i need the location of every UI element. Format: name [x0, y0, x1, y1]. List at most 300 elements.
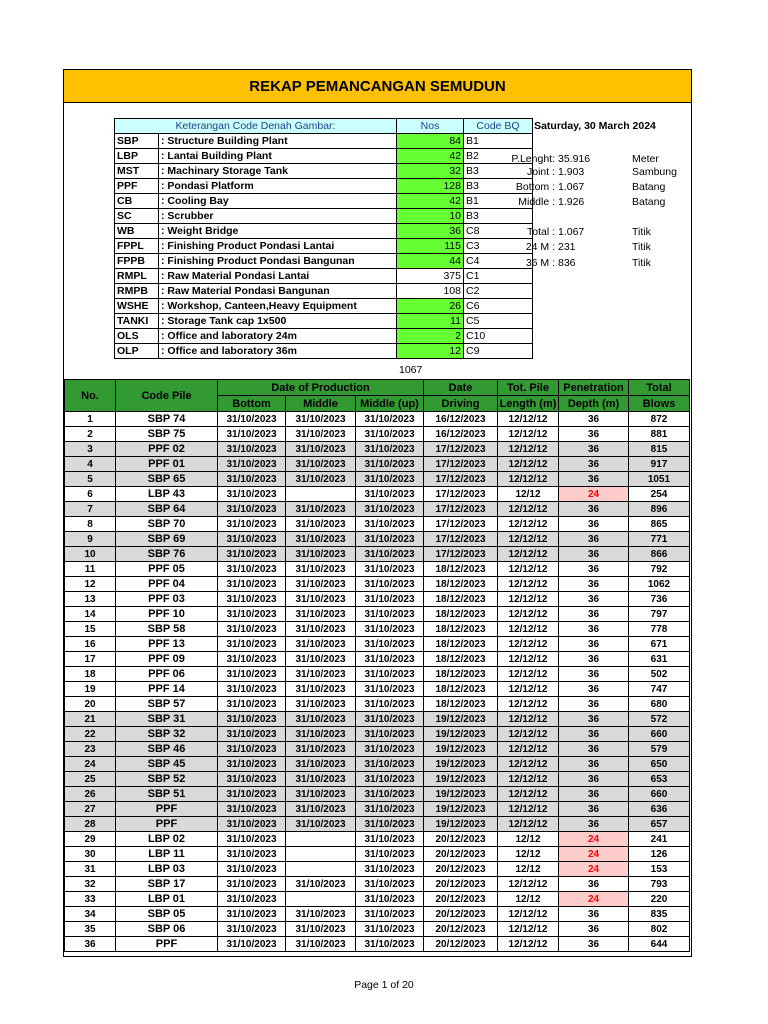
legend-code: LBP — [115, 149, 159, 164]
row-middle: 31/10/2023 — [286, 502, 356, 517]
row-depth: 36 — [559, 697, 629, 712]
legend-desc: : Lantai Building Plant — [159, 149, 397, 164]
row-bottom: 31/10/2023 — [218, 577, 286, 592]
row-code-pile: PPF 04 — [116, 577, 218, 592]
row-code-pile: SBP 05 — [116, 907, 218, 922]
row-no: 13 — [65, 592, 116, 607]
legend-nos: 12 — [397, 344, 464, 359]
table-row — [65, 697, 690, 712]
row-driving: 19/12/2023 — [424, 727, 498, 742]
row-no: 27 — [65, 802, 116, 817]
row-depth: 24 — [559, 847, 629, 862]
info-unit: Titik — [632, 257, 651, 269]
row-no: 8 — [65, 517, 116, 532]
row-depth: 36 — [559, 457, 629, 472]
row-middle-up: 31/10/2023 — [356, 412, 424, 427]
row-bottom: 31/10/2023 — [218, 847, 286, 862]
row-depth: 36 — [559, 412, 629, 427]
row-bottom: 31/10/2023 — [218, 472, 286, 487]
row-depth: 36 — [559, 577, 629, 592]
row-code-pile: PPF 10 — [116, 607, 218, 622]
info-label: Middle : — [518, 196, 555, 208]
legend-row — [115, 284, 533, 299]
col-middle: Middle — [286, 396, 356, 412]
row-blows: 502 — [629, 667, 690, 682]
row-middle-up: 31/10/2023 — [356, 472, 424, 487]
row-code-pile: SBP 52 — [116, 772, 218, 787]
legend-row — [115, 314, 533, 329]
legend-code: RMPB — [115, 284, 159, 299]
row-depth: 36 — [559, 547, 629, 562]
info-unit: Batang — [632, 196, 666, 208]
row-blows: 631 — [629, 652, 690, 667]
row-driving: 20/12/2023 — [424, 907, 498, 922]
col-depth: Depth (m) — [559, 396, 629, 412]
row-length: 12/12/12 — [498, 817, 559, 832]
table-row — [65, 577, 690, 592]
table-row — [65, 607, 690, 622]
legend-row — [115, 299, 533, 314]
row-middle: 31/10/2023 — [286, 787, 356, 802]
row-bottom: 31/10/2023 — [218, 787, 286, 802]
row-blows: 572 — [629, 712, 690, 727]
row-depth: 36 — [559, 532, 629, 547]
row-driving: 19/12/2023 — [424, 742, 498, 757]
row-blows: 153 — [629, 862, 690, 877]
row-blows: 1062 — [629, 577, 690, 592]
row-blows: 653 — [629, 772, 690, 787]
row-bottom: 31/10/2023 — [218, 442, 286, 457]
row-blows: 671 — [629, 637, 690, 652]
row-blows: 220 — [629, 892, 690, 907]
row-driving: 20/12/2023 — [424, 937, 498, 952]
row-no: 31 — [65, 862, 116, 877]
table-row — [65, 682, 690, 697]
table-row — [65, 727, 690, 742]
info-unit: Titik — [632, 241, 651, 253]
row-length: 12/12/12 — [498, 922, 559, 937]
info-unit: Sambung — [632, 166, 677, 178]
row-middle — [286, 487, 356, 502]
row-blows: 792 — [629, 562, 690, 577]
legend-bq: B1 — [464, 134, 533, 149]
row-code-pile: LBP 43 — [116, 487, 218, 502]
row-depth: 36 — [559, 802, 629, 817]
row-no: 10 — [65, 547, 116, 562]
row-no: 18 — [65, 667, 116, 682]
row-bottom: 31/10/2023 — [218, 817, 286, 832]
row-depth: 36 — [559, 442, 629, 457]
row-driving: 17/12/2023 — [424, 487, 498, 502]
row-driving: 18/12/2023 — [424, 637, 498, 652]
row-blows: 771 — [629, 532, 690, 547]
row-depth: 36 — [559, 592, 629, 607]
legend-bq: C1 — [464, 269, 533, 284]
table-row — [65, 772, 690, 787]
row-length: 12/12/12 — [498, 727, 559, 742]
table-row — [65, 652, 690, 667]
table-row — [65, 877, 690, 892]
row-length: 12/12/12 — [498, 937, 559, 952]
row-length: 12/12/12 — [498, 517, 559, 532]
col-length: Length (m) — [498, 396, 559, 412]
row-bottom: 31/10/2023 — [218, 637, 286, 652]
info-row — [0, 195, 768, 209]
row-code-pile: SBP 32 — [116, 727, 218, 742]
row-depth: 24 — [559, 487, 629, 502]
table-row — [65, 937, 690, 952]
row-bottom: 31/10/2023 — [218, 592, 286, 607]
row-code-pile: SBP 70 — [116, 517, 218, 532]
row-no: 15 — [65, 622, 116, 637]
row-driving: 20/12/2023 — [424, 862, 498, 877]
legend-desc: : Weight Bridge — [159, 224, 397, 239]
legend-bq: C8 — [464, 224, 533, 239]
row-middle: 31/10/2023 — [286, 457, 356, 472]
row-code-pile: PPF 02 — [116, 442, 218, 457]
table-row — [65, 532, 690, 547]
legend-bq: C3 — [464, 239, 533, 254]
table-row — [65, 742, 690, 757]
row-driving: 18/12/2023 — [424, 667, 498, 682]
row-blows: 778 — [629, 622, 690, 637]
row-no: 2 — [65, 427, 116, 442]
row-bottom: 31/10/2023 — [218, 727, 286, 742]
row-code-pile: PPF 01 — [116, 457, 218, 472]
row-middle: 31/10/2023 — [286, 922, 356, 937]
table-row — [65, 457, 690, 472]
row-no: 28 — [65, 817, 116, 832]
col-date-production: Date of Production — [218, 380, 424, 396]
row-depth: 36 — [559, 907, 629, 922]
row-middle: 31/10/2023 — [286, 472, 356, 487]
row-bottom: 31/10/2023 — [218, 862, 286, 877]
row-code-pile: LBP 11 — [116, 847, 218, 862]
row-code-pile: PPF 09 — [116, 652, 218, 667]
row-blows: 680 — [629, 697, 690, 712]
row-bottom: 31/10/2023 — [218, 757, 286, 772]
legend-desc: : Cooling Bay — [159, 194, 397, 209]
legend-bq: B1 — [464, 194, 533, 209]
row-blows: 657 — [629, 817, 690, 832]
table-row — [65, 487, 690, 502]
legend-code: PPF — [115, 179, 159, 194]
row-depth: 24 — [559, 832, 629, 847]
row-bottom: 31/10/2023 — [218, 772, 286, 787]
row-bottom: 31/10/2023 — [218, 562, 286, 577]
row-middle-up: 31/10/2023 — [356, 532, 424, 547]
row-driving: 18/12/2023 — [424, 697, 498, 712]
legend-bq: C2 — [464, 284, 533, 299]
row-blows: 797 — [629, 607, 690, 622]
info-row — [0, 225, 768, 239]
legend-bq: B3 — [464, 164, 533, 179]
row-code-pile: LBP 01 — [116, 892, 218, 907]
legend-code: FPPL — [115, 239, 159, 254]
row-code-pile: SBP 76 — [116, 547, 218, 562]
row-bottom: 31/10/2023 — [218, 712, 286, 727]
row-length: 12/12 — [498, 832, 559, 847]
legend-nos: 2 — [397, 329, 464, 344]
row-depth: 36 — [559, 427, 629, 442]
row-code-pile: PPF 03 — [116, 592, 218, 607]
row-middle-up: 31/10/2023 — [356, 637, 424, 652]
legend-row — [115, 329, 533, 344]
legend-bq: B3 — [464, 209, 533, 224]
legend-desc: : Raw Material Pondasi Bangunan — [159, 284, 397, 299]
row-depth: 36 — [559, 727, 629, 742]
legend-header-nos: Nos — [397, 119, 464, 134]
row-bottom: 31/10/2023 — [218, 682, 286, 697]
legend-code: OLP — [115, 344, 159, 359]
row-no: 36 — [65, 937, 116, 952]
row-blows: 793 — [629, 877, 690, 892]
row-middle-up: 31/10/2023 — [356, 667, 424, 682]
row-code-pile: SBP 58 — [116, 622, 218, 637]
row-code-pile: LBP 03 — [116, 862, 218, 877]
col-middle-up: Middle (up) — [356, 396, 424, 412]
legend-nos: 128 — [397, 179, 464, 194]
row-no: 30 — [65, 847, 116, 862]
table-row — [65, 922, 690, 937]
table-row — [65, 667, 690, 682]
row-length: 12/12 — [498, 487, 559, 502]
info-row — [0, 240, 768, 254]
row-length: 12/12/12 — [498, 577, 559, 592]
legend-desc: : Office and laboratory 24m — [159, 329, 397, 344]
table-row — [65, 907, 690, 922]
row-driving: 18/12/2023 — [424, 607, 498, 622]
row-length: 12/12/12 — [498, 712, 559, 727]
row-middle-up: 31/10/2023 — [356, 697, 424, 712]
row-depth: 36 — [559, 667, 629, 682]
row-bottom: 31/10/2023 — [218, 742, 286, 757]
info-unit: Batang — [632, 181, 666, 193]
row-depth: 36 — [559, 517, 629, 532]
row-blows: 644 — [629, 937, 690, 952]
row-blows: 815 — [629, 442, 690, 457]
row-middle-up: 31/10/2023 — [356, 607, 424, 622]
col-penetration: Penetration — [559, 380, 629, 396]
row-no: 32 — [65, 877, 116, 892]
legend-bq: C10 — [464, 329, 533, 344]
row-code-pile: SBP 46 — [116, 742, 218, 757]
row-code-pile: SBP 17 — [116, 877, 218, 892]
row-driving: 20/12/2023 — [424, 877, 498, 892]
row-bottom: 31/10/2023 — [218, 892, 286, 907]
row-middle-up: 31/10/2023 — [356, 712, 424, 727]
row-middle-up: 31/10/2023 — [356, 502, 424, 517]
row-bottom: 31/10/2023 — [218, 937, 286, 952]
row-no: 34 — [65, 907, 116, 922]
row-length: 12/12 — [498, 847, 559, 862]
legend-desc: : Office and laboratory 36m — [159, 344, 397, 359]
row-blows: 636 — [629, 802, 690, 817]
row-bottom: 31/10/2023 — [218, 487, 286, 502]
legend-code: OLS — [115, 329, 159, 344]
legend-nos: 42 — [397, 194, 464, 209]
row-length: 12/12/12 — [498, 637, 559, 652]
legend-code: SC — [115, 209, 159, 224]
row-driving: 19/12/2023 — [424, 802, 498, 817]
legend-nos: 10 — [397, 209, 464, 224]
table-row — [65, 547, 690, 562]
legend-desc: : Pondasi Platform — [159, 179, 397, 194]
row-depth: 36 — [559, 877, 629, 892]
row-middle-up: 31/10/2023 — [356, 937, 424, 952]
row-blows: 747 — [629, 682, 690, 697]
info-label: 36 M : — [525, 257, 555, 269]
row-middle-up: 31/10/2023 — [356, 772, 424, 787]
col-date: Date — [424, 380, 498, 396]
legend-desc: : Workshop, Canteen,Heavy Equipment — [159, 299, 397, 314]
row-middle-up: 31/10/2023 — [356, 757, 424, 772]
row-bottom: 31/10/2023 — [218, 412, 286, 427]
row-no: 21 — [65, 712, 116, 727]
legend-bq: B3 — [464, 179, 533, 194]
table-row — [65, 817, 690, 832]
row-middle-up: 31/10/2023 — [356, 592, 424, 607]
row-middle-up: 31/10/2023 — [356, 652, 424, 667]
row-middle: 31/10/2023 — [286, 652, 356, 667]
row-driving: 20/12/2023 — [424, 847, 498, 862]
col-total: Total — [629, 380, 690, 396]
row-middle: 31/10/2023 — [286, 562, 356, 577]
row-middle-up: 31/10/2023 — [356, 547, 424, 562]
col-code-pile: Code Pile — [116, 380, 218, 412]
report-title: REKAP PEMANCANGAN SEMUDUN — [64, 70, 691, 103]
row-middle: 31/10/2023 — [286, 592, 356, 607]
row-length: 12/12/12 — [498, 652, 559, 667]
row-middle-up: 31/10/2023 — [356, 682, 424, 697]
row-middle-up: 31/10/2023 — [356, 487, 424, 502]
row-middle-up: 31/10/2023 — [356, 922, 424, 937]
row-middle-up: 31/10/2023 — [356, 457, 424, 472]
pile-table — [64, 379, 690, 952]
row-driving: 16/12/2023 — [424, 427, 498, 442]
row-no: 9 — [65, 532, 116, 547]
row-driving: 17/12/2023 — [424, 517, 498, 532]
row-code-pile: PPF — [116, 937, 218, 952]
table-row — [65, 502, 690, 517]
row-middle-up: 31/10/2023 — [356, 862, 424, 877]
row-no: 22 — [65, 727, 116, 742]
legend-nos: 32 — [397, 164, 464, 179]
row-no: 4 — [65, 457, 116, 472]
info-row — [0, 152, 768, 166]
row-driving: 18/12/2023 — [424, 652, 498, 667]
row-blows: 736 — [629, 592, 690, 607]
row-blows: 866 — [629, 547, 690, 562]
table-row — [65, 802, 690, 817]
row-length: 12/12/12 — [498, 772, 559, 787]
legend-bq: C9 — [464, 344, 533, 359]
row-driving: 17/12/2023 — [424, 547, 498, 562]
row-length: 12/12 — [498, 892, 559, 907]
table-row — [65, 562, 690, 577]
legend-row — [115, 134, 533, 149]
row-length: 12/12/12 — [498, 442, 559, 457]
row-code-pile: SBP 31 — [116, 712, 218, 727]
row-bottom: 31/10/2023 — [218, 517, 286, 532]
row-no: 33 — [65, 892, 116, 907]
row-depth: 36 — [559, 502, 629, 517]
col-tot-pile: Tot. Pile — [498, 380, 559, 396]
row-middle: 31/10/2023 — [286, 682, 356, 697]
row-middle-up: 31/10/2023 — [356, 847, 424, 862]
row-code-pile: PPF 05 — [116, 562, 218, 577]
row-middle: 31/10/2023 — [286, 442, 356, 457]
legend-bq: C6 — [464, 299, 533, 314]
row-middle-up: 31/10/2023 — [356, 817, 424, 832]
row-middle: 31/10/2023 — [286, 772, 356, 787]
row-bottom: 31/10/2023 — [218, 502, 286, 517]
row-middle: 31/10/2023 — [286, 817, 356, 832]
legend-nos: 108 — [397, 284, 464, 299]
row-blows: 865 — [629, 517, 690, 532]
legend-code: WSHE — [115, 299, 159, 314]
row-middle: 31/10/2023 — [286, 577, 356, 592]
row-driving: 20/12/2023 — [424, 832, 498, 847]
legend-row — [115, 209, 533, 224]
row-middle: 31/10/2023 — [286, 547, 356, 562]
row-driving: 20/12/2023 — [424, 922, 498, 937]
info-unit: Meter — [632, 153, 659, 165]
legend-code: CB — [115, 194, 159, 209]
row-bottom: 31/10/2023 — [218, 907, 286, 922]
row-driving: 16/12/2023 — [424, 412, 498, 427]
info-label: Joint : — [526, 166, 555, 178]
legend-code: TANKI — [115, 314, 159, 329]
table-row — [65, 592, 690, 607]
row-driving: 18/12/2023 — [424, 622, 498, 637]
row-depth: 36 — [559, 712, 629, 727]
info-value: 1.903 — [558, 166, 585, 178]
col-bottom: Bottom — [218, 396, 286, 412]
row-no: 12 — [65, 577, 116, 592]
row-bottom: 31/10/2023 — [218, 922, 286, 937]
row-no: 16 — [65, 637, 116, 652]
legend-bq: C5 — [464, 314, 533, 329]
legend-code: RMPL — [115, 269, 159, 284]
row-length: 12/12/12 — [498, 562, 559, 577]
row-driving: 17/12/2023 — [424, 442, 498, 457]
row-length: 12/12/12 — [498, 502, 559, 517]
legend-row — [115, 269, 533, 284]
row-length: 12/12/12 — [498, 787, 559, 802]
row-middle-up: 31/10/2023 — [356, 787, 424, 802]
row-middle — [286, 862, 356, 877]
row-code-pile: SBP 65 — [116, 472, 218, 487]
row-middle: 31/10/2023 — [286, 667, 356, 682]
row-code-pile: LBP 02 — [116, 832, 218, 847]
row-code-pile: PPF — [116, 817, 218, 832]
row-code-pile: SBP 06 — [116, 922, 218, 937]
row-no: 35 — [65, 922, 116, 937]
row-length: 12/12/12 — [498, 682, 559, 697]
row-blows: 126 — [629, 847, 690, 862]
info-value: 231 — [558, 241, 576, 253]
legend-bq: C4 — [464, 254, 533, 269]
row-length: 12/12/12 — [498, 592, 559, 607]
legend-desc: : Finishing Product Pondasi Lantai — [159, 239, 397, 254]
row-middle-up: 31/10/2023 — [356, 427, 424, 442]
info-label: Bottom : — [515, 181, 555, 193]
row-code-pile: PPF 13 — [116, 637, 218, 652]
row-no: 23 — [65, 742, 116, 757]
row-blows: 1051 — [629, 472, 690, 487]
legend-desc: : Raw Material Pondasi Lantai — [159, 269, 397, 284]
